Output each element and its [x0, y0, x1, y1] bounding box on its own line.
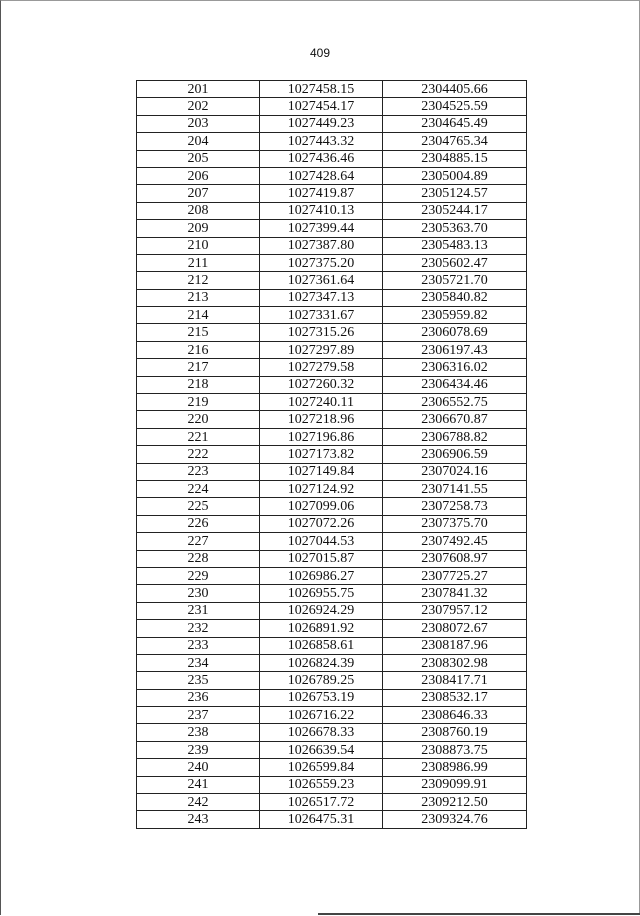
y-coordinate-cell: 2306197.43: [383, 341, 527, 358]
point-number-cell: 219: [137, 394, 260, 411]
table-row: [137, 428, 527, 445]
point-number-cell: 236: [137, 689, 260, 706]
table-row: [137, 550, 527, 567]
point-number-cell: 209: [137, 220, 260, 237]
x-coordinate-cell: 1027173.82: [260, 446, 383, 463]
point-number-cell: 212: [137, 272, 260, 289]
table-row: [137, 359, 527, 376]
y-coordinate-cell: 2307258.73: [383, 498, 527, 515]
table-row: [137, 185, 527, 202]
page-bottom-rule: [318, 913, 640, 915]
table-row: [137, 620, 527, 637]
x-coordinate-cell: 1027361.64: [260, 272, 383, 289]
point-number-cell: 218: [137, 376, 260, 393]
y-coordinate-cell: 2306078.69: [383, 324, 527, 341]
x-coordinate-cell: 1027387.80: [260, 237, 383, 254]
point-number-cell: 243: [137, 811, 260, 828]
point-number-cell: 231: [137, 602, 260, 619]
table-row: [137, 463, 527, 480]
table-row: [137, 776, 527, 793]
x-coordinate-cell: 1027454.17: [260, 98, 383, 115]
table-row: [137, 81, 527, 98]
y-coordinate-cell: 2309324.76: [383, 811, 527, 828]
table-row: [137, 759, 527, 776]
y-coordinate-cell: 2305363.70: [383, 220, 527, 237]
y-coordinate-cell: 2308986.99: [383, 759, 527, 776]
point-number-cell: 203: [137, 115, 260, 132]
y-coordinate-cell: 2309212.50: [383, 794, 527, 811]
x-coordinate-cell: 1027099.06: [260, 498, 383, 515]
point-number-cell: 220: [137, 411, 260, 428]
point-number-cell: 216: [137, 341, 260, 358]
table-row: [137, 811, 527, 828]
x-coordinate-cell: 1026517.72: [260, 794, 383, 811]
x-coordinate-cell: 1026678.33: [260, 724, 383, 741]
x-coordinate-cell: 1027297.89: [260, 341, 383, 358]
x-coordinate-cell: 1027399.44: [260, 220, 383, 237]
point-number-cell: 201: [137, 81, 260, 98]
x-coordinate-cell: 1027072.26: [260, 515, 383, 532]
y-coordinate-cell: 2306670.87: [383, 411, 527, 428]
table-row: [137, 672, 527, 689]
point-number-cell: 223: [137, 463, 260, 480]
x-coordinate-cell: 1027458.15: [260, 81, 383, 98]
y-coordinate-cell: 2306788.82: [383, 428, 527, 445]
y-coordinate-cell: 2308302.98: [383, 654, 527, 671]
x-coordinate-cell: 1027315.26: [260, 324, 383, 341]
point-number-cell: 230: [137, 585, 260, 602]
table-row: [137, 167, 527, 184]
x-coordinate-cell: 1026858.61: [260, 637, 383, 654]
table-row: [137, 115, 527, 132]
point-number-cell: 211: [137, 254, 260, 271]
point-number-cell: 208: [137, 202, 260, 219]
table-row: [137, 724, 527, 741]
coordinates-table: [136, 80, 527, 829]
y-coordinate-cell: 2308072.67: [383, 620, 527, 637]
y-coordinate-cell: 2308187.96: [383, 637, 527, 654]
table-row: [137, 480, 527, 497]
y-coordinate-cell: 2307492.45: [383, 533, 527, 550]
y-coordinate-cell: 2305004.89: [383, 167, 527, 184]
point-number-cell: 240: [137, 759, 260, 776]
point-number-cell: 227: [137, 533, 260, 550]
x-coordinate-cell: 1026955.75: [260, 585, 383, 602]
x-coordinate-cell: 1026789.25: [260, 672, 383, 689]
table-row: [137, 237, 527, 254]
point-number-cell: 234: [137, 654, 260, 671]
point-number-cell: 204: [137, 133, 260, 150]
x-coordinate-cell: 1026891.92: [260, 620, 383, 637]
table-row: [137, 272, 527, 289]
point-number-cell: 210: [137, 237, 260, 254]
table-row: [137, 394, 527, 411]
x-coordinate-cell: 1026639.54: [260, 741, 383, 758]
point-number-cell: 228: [137, 550, 260, 567]
table-row: [137, 341, 527, 358]
table-row: [137, 446, 527, 463]
y-coordinate-cell: 2307725.27: [383, 567, 527, 584]
y-coordinate-cell: 2307141.55: [383, 480, 527, 497]
point-number-cell: 232: [137, 620, 260, 637]
table-row: [137, 585, 527, 602]
point-number-cell: 225: [137, 498, 260, 515]
y-coordinate-cell: 2304645.49: [383, 115, 527, 132]
point-number-cell: 221: [137, 428, 260, 445]
y-coordinate-cell: 2308760.19: [383, 724, 527, 741]
y-coordinate-cell: 2306906.59: [383, 446, 527, 463]
table-row: [137, 150, 527, 167]
point-number-cell: 229: [137, 567, 260, 584]
table-row: [137, 689, 527, 706]
table-row: [137, 794, 527, 811]
point-number-cell: 202: [137, 98, 260, 115]
table-row: [137, 637, 527, 654]
table-row: [137, 220, 527, 237]
table-row: [137, 411, 527, 428]
y-coordinate-cell: 2306434.46: [383, 376, 527, 393]
x-coordinate-cell: 1027375.20: [260, 254, 383, 271]
table-row: [137, 254, 527, 271]
y-coordinate-cell: 2304405.66: [383, 81, 527, 98]
page-number: 409: [309, 46, 331, 60]
x-coordinate-cell: 1027347.13: [260, 289, 383, 306]
point-number-cell: 238: [137, 724, 260, 741]
point-number-cell: 233: [137, 637, 260, 654]
point-number-cell: 214: [137, 307, 260, 324]
table-row: [137, 133, 527, 150]
y-coordinate-cell: 2307841.32: [383, 585, 527, 602]
table-row: [137, 307, 527, 324]
x-coordinate-cell: 1027218.96: [260, 411, 383, 428]
table-row: [137, 515, 527, 532]
x-coordinate-cell: 1027279.58: [260, 359, 383, 376]
x-coordinate-cell: 1027436.46: [260, 150, 383, 167]
x-coordinate-cell: 1027410.13: [260, 202, 383, 219]
y-coordinate-cell: 2304525.59: [383, 98, 527, 115]
x-coordinate-cell: 1027428.64: [260, 167, 383, 184]
x-coordinate-cell: 1027044.53: [260, 533, 383, 550]
point-number-cell: 237: [137, 707, 260, 724]
point-number-cell: 213: [137, 289, 260, 306]
y-coordinate-cell: 2305124.57: [383, 185, 527, 202]
x-coordinate-cell: 1026599.84: [260, 759, 383, 776]
point-number-cell: 222: [137, 446, 260, 463]
x-coordinate-cell: 1026716.22: [260, 707, 383, 724]
y-coordinate-cell: 2305483.13: [383, 237, 527, 254]
table-row: [137, 498, 527, 515]
x-coordinate-cell: 1027443.32: [260, 133, 383, 150]
y-coordinate-cell: 2305244.17: [383, 202, 527, 219]
x-coordinate-cell: 1026824.39: [260, 654, 383, 671]
point-number-cell: 241: [137, 776, 260, 793]
point-number-cell: 226: [137, 515, 260, 532]
y-coordinate-cell: 2307608.97: [383, 550, 527, 567]
point-number-cell: 224: [137, 480, 260, 497]
x-coordinate-cell: 1026559.23: [260, 776, 383, 793]
y-coordinate-cell: 2306316.02: [383, 359, 527, 376]
y-coordinate-cell: 2308646.33: [383, 707, 527, 724]
table-row: [137, 376, 527, 393]
table-row: [137, 533, 527, 550]
y-coordinate-cell: 2307375.70: [383, 515, 527, 532]
y-coordinate-cell: 2305602.47: [383, 254, 527, 271]
table-row: [137, 98, 527, 115]
table-row: [137, 324, 527, 341]
x-coordinate-cell: 1027196.86: [260, 428, 383, 445]
table-row: [137, 567, 527, 584]
y-coordinate-cell: 2305721.70: [383, 272, 527, 289]
point-number-cell: 239: [137, 741, 260, 758]
y-coordinate-cell: 2304765.34: [383, 133, 527, 150]
x-coordinate-cell: 1026924.29: [260, 602, 383, 619]
y-coordinate-cell: 2309099.91: [383, 776, 527, 793]
x-coordinate-cell: 1026475.31: [260, 811, 383, 828]
y-coordinate-cell: 2304885.15: [383, 150, 527, 167]
table-row: [137, 741, 527, 758]
point-number-cell: 242: [137, 794, 260, 811]
table-row: [137, 202, 527, 219]
table-row: [137, 602, 527, 619]
table-row: [137, 289, 527, 306]
y-coordinate-cell: 2306552.75: [383, 394, 527, 411]
table-row: [137, 654, 527, 671]
y-coordinate-cell: 2305840.82: [383, 289, 527, 306]
table-row: [137, 707, 527, 724]
point-number-cell: 235: [137, 672, 260, 689]
y-coordinate-cell: 2308417.71: [383, 672, 527, 689]
x-coordinate-cell: 1027124.92: [260, 480, 383, 497]
y-coordinate-cell: 2308873.75: [383, 741, 527, 758]
x-coordinate-cell: 1027331.67: [260, 307, 383, 324]
point-number-cell: 206: [137, 167, 260, 184]
x-coordinate-cell: 1026753.19: [260, 689, 383, 706]
x-coordinate-cell: 1027149.84: [260, 463, 383, 480]
point-number-cell: 205: [137, 150, 260, 167]
x-coordinate-cell: 1027240.11: [260, 394, 383, 411]
y-coordinate-cell: 2308532.17: [383, 689, 527, 706]
x-coordinate-cell: 1026986.27: [260, 567, 383, 584]
y-coordinate-cell: 2307957.12: [383, 602, 527, 619]
point-number-cell: 217: [137, 359, 260, 376]
y-coordinate-cell: 2307024.16: [383, 463, 527, 480]
y-coordinate-cell: 2305959.82: [383, 307, 527, 324]
point-number-cell: 215: [137, 324, 260, 341]
coordinates-table-body: [137, 81, 527, 829]
x-coordinate-cell: 1027419.87: [260, 185, 383, 202]
x-coordinate-cell: 1027449.23: [260, 115, 383, 132]
point-number-cell: 207: [137, 185, 260, 202]
x-coordinate-cell: 1027260.32: [260, 376, 383, 393]
x-coordinate-cell: 1027015.87: [260, 550, 383, 567]
